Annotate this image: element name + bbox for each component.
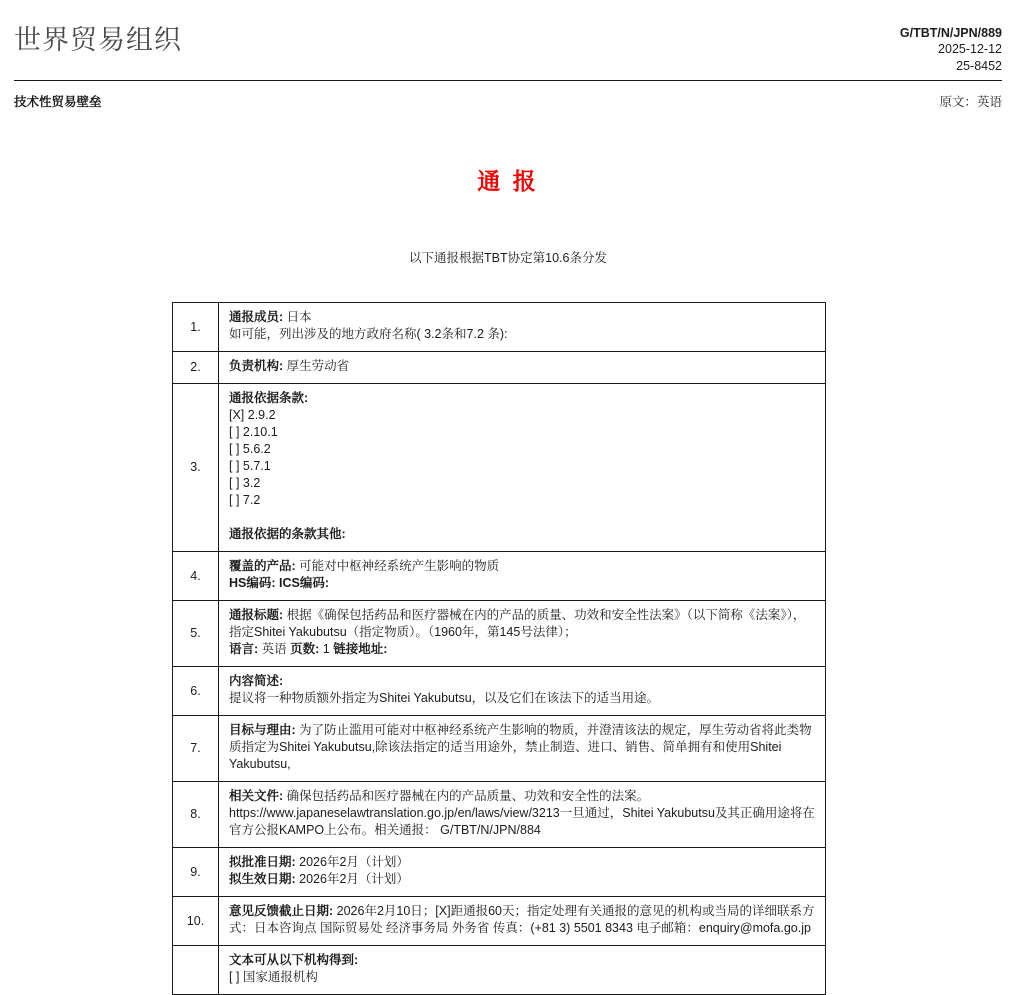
row-number: 8. [173, 781, 219, 847]
text-line: [ ] 3.2 [229, 475, 261, 490]
row-number: 2. [173, 351, 219, 383]
row-content [219, 351, 826, 383]
row-number: 1. [173, 302, 219, 351]
text-line: [ ] 7.2 [229, 492, 261, 507]
row-content [219, 600, 826, 666]
text-line: 覆盖的产品: 可能对中枢神经系统产生影响的物质 [229, 558, 500, 573]
row-number [173, 945, 219, 994]
row-number: 6. [173, 666, 219, 715]
section-label: 技术性贸易壁垒 [14, 94, 102, 109]
text-line: 文本可从以下机构得到: [229, 952, 359, 967]
text-line: 如可能，列出涉及的地方政府名称( 3.2条和7.2 条): [229, 326, 508, 341]
notification-table [172, 302, 826, 995]
row-number: 3. [173, 383, 219, 551]
text-line: 提议将一种物质额外指定为Shitei Yakubutsu，以及它们在该法下的适当用途。 [229, 690, 660, 705]
notification-title: 通 报 [477, 167, 539, 194]
table-body [173, 302, 826, 994]
text-line: 意见反馈截止日期: 2026年2月10日；[X]距通报60天；指定处理有关通报的意见的机构或当局的详细联系方式：日本咨询点 国际贸易处 经济事务局 外务省 传真：(+81 3) 5501 8343 电子邮箱：enquiry@mofa.go.jp [229, 903, 815, 935]
row-content [219, 781, 826, 847]
row-number: 5. [173, 600, 219, 666]
text-line: [ ] 5.6.2 [229, 441, 271, 456]
text-line: 内容简述: [229, 673, 284, 688]
row-content [219, 302, 826, 351]
table-row [173, 847, 826, 896]
text-line: 相关文件: 确保包括药品和医疗器械在内的产品质量、功效和安全性的法案。 https://www.japaneselawtranslation.go.jp/en/laws/view/3213一旦通过，Shitei Yakubutsu及其正确用途将在官方公报KAMPO上公布。相关通报： G/TBT/N/JPN/884 [229, 788, 815, 837]
text-line: [ ] 国家通报机构 [229, 969, 318, 984]
table-row [173, 600, 826, 666]
row-number: 10. [173, 896, 219, 945]
table-row [173, 715, 826, 781]
text-line: 语言: 英语 页数: 1 链接地址: [229, 641, 388, 656]
row-content [219, 383, 826, 551]
row-content [219, 847, 826, 896]
document-date: 2025-12-12 [938, 42, 1002, 57]
text-line [229, 509, 815, 526]
document-reference: 25-8452 [956, 58, 1002, 73]
text-line: HS编码: ICS编码: [229, 575, 330, 590]
table-row [173, 551, 826, 600]
row-number: 7. [173, 715, 219, 781]
text-line: 通报依据的条款其他: [229, 526, 346, 541]
document-number: G/TBT/N/JPN/889 [899, 26, 1002, 40]
table-row [173, 351, 826, 383]
text-line: 拟生效日期: 2026年2月（计划） [229, 871, 409, 886]
distribution-note: 以下通报根据TBT协定第10.6条分发 [409, 250, 607, 265]
table-row [173, 781, 826, 847]
row-content [219, 551, 826, 600]
text-line: [ ] 5.7.1 [229, 458, 271, 473]
table-row [173, 302, 826, 351]
text-line: [X] 2.9.2 [229, 407, 276, 422]
text-line: 负责机构: 厚生劳动省 [229, 358, 350, 373]
original-language-label: 原文：英语 [939, 94, 1002, 109]
table-row [173, 945, 826, 994]
table-row [173, 896, 826, 945]
text-line: 通报依据条款: [229, 390, 309, 405]
row-number: 9. [173, 847, 219, 896]
table-row [173, 383, 826, 551]
row-number: 4. [173, 551, 219, 600]
row-content [219, 715, 826, 781]
row-content [219, 896, 826, 945]
text-line: 拟批准日期: 2026年2月（计划） [229, 854, 409, 869]
header [0, 0, 1016, 80]
row-content [219, 945, 826, 994]
text-line: 通报成员: 日本 [229, 309, 312, 324]
text-line: 通报标题: 根据《确保包括药品和医疗器械在内的产品的质量、功效和安全性法案》（以下简称《法案》），指定Shitei Yakubutsu（指定物质）。（1960年，第145号法律）； [229, 607, 806, 639]
table-row [173, 666, 826, 715]
organization-name: 世界贸易组织 [14, 25, 182, 55]
subheader [0, 81, 1016, 121]
row-content [219, 666, 826, 715]
text-line: 目标与理由: 为了防止滥用可能对中枢神经系统产生影响的物质，并澄清该法的规定，厚生劳动省将此类物质指定为Shitei Yakubutsu,除该法指定的适当用途外，禁止制造、进口、销售、简单拥有和使用Shitei Yakubutsu, [229, 722, 812, 771]
text-line: [ ] 2.10.1 [229, 424, 278, 439]
document-meta [900, 25, 1002, 74]
